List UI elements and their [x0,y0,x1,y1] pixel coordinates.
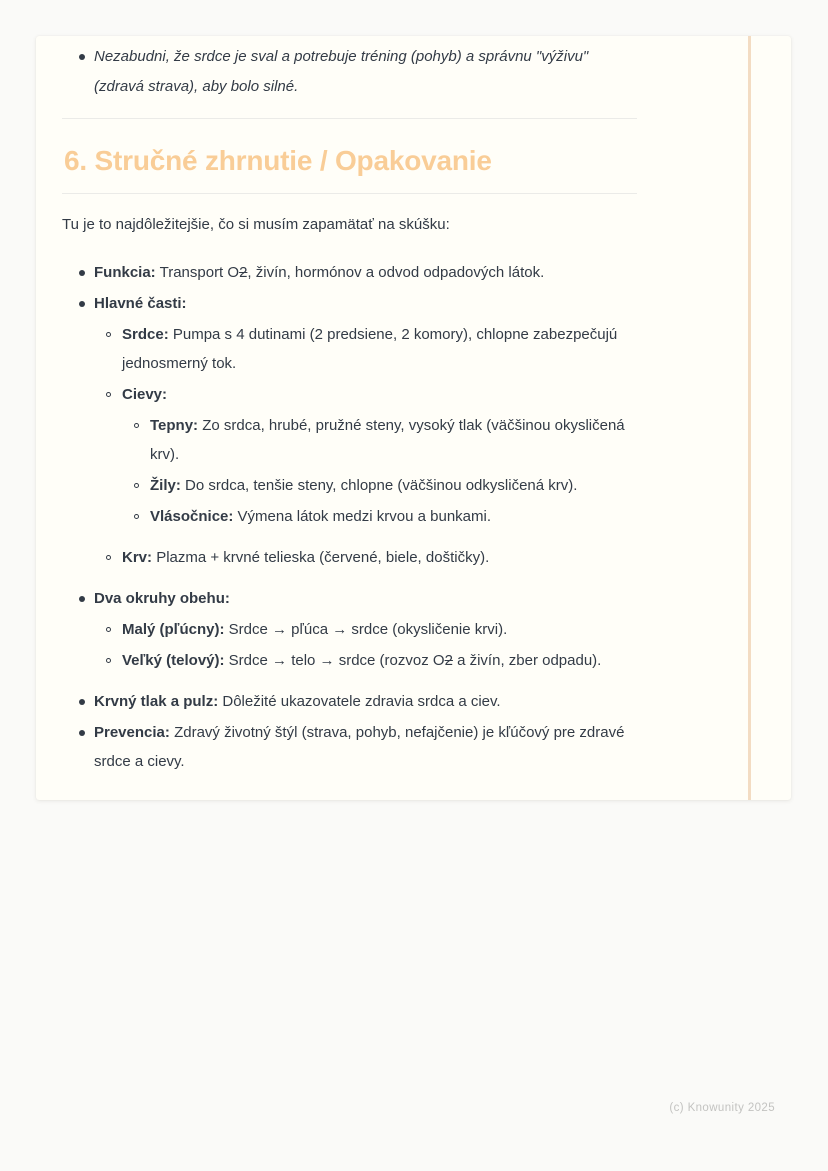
list-item [62,42,637,102]
list-item [62,258,637,287]
bullet-disc-icon [79,596,85,602]
bullet-disc-icon [79,301,85,307]
list-item [62,615,637,644]
list-item [62,646,637,675]
bullet-circle-icon [134,483,139,488]
bullet-circle-icon [106,555,111,560]
list-item [62,584,637,613]
bullet-circle-icon [134,423,139,428]
list-item [62,380,637,409]
list-item-text: Krvný tlak a pulz: Dôležité ukazovatele zdravia srdca a ciev. [94,693,501,710]
list-item [62,502,637,531]
bullet-circle-icon [106,658,111,663]
lead-paragraph: Tu je to najdôležitejšie, čo si musím zapamätať na skúšku: [62,216,450,233]
list-item-text: Cievy: [122,386,168,403]
bullet-disc-icon [79,730,85,736]
divider [62,118,637,119]
bullet-disc-icon [79,270,85,276]
list-item-text: Prevencia: Zdravý životný štýl (strava, pohyb, nefajčenie) je kľúčový pre zdravé srdce a cievy. [94,724,625,770]
list-item-text: Tepny: Zo srdca, hrubé, pružné steny, vysoký tlak (väčšinou okysličená krv). [150,417,625,463]
list-item-text: Veľký (telový): Srdce → telo → srdce (rozvoz O2 a živín, zber odpadu). [122,652,602,669]
list-item [62,289,637,318]
list-item-text: Krv: Plazma + krvné telieska (červené, biele, doštičky). [122,549,490,566]
intro-note-text: Nezabudni, že srdce je sval a potrebuje tréning (pohyb) a správnu "výživu" (zdravá strava), aby bolo silné. [94,48,589,95]
list-item-text: Malý (pľúcny): Srdce → pľúca → srdce (okysličenie krvi). [122,621,508,638]
summary-list [62,258,637,776]
list-item [62,718,637,776]
bullet-circle-icon [106,392,111,397]
page-accent-line [748,36,751,800]
document-content [62,42,637,778]
list-item [62,687,637,716]
list-item-text: Funkcia: Transport O2, živín, hormónov a odvod odpadových látok. [94,264,545,281]
divider [62,193,637,194]
document-page [36,36,791,800]
list-item [62,543,637,572]
bullet-disc-icon [79,699,85,705]
list-item-text: Hlavné časti: [94,295,187,312]
bullet-circle-icon [106,332,111,337]
intro-list [62,42,637,102]
footer-credit: (c) Knowunity 2025 [669,1102,775,1114]
list-item-text: Srdce: Pumpa s 4 dutinami (2 predsiene, 2 komory), chlopne zabezpečujú jednosmerný tok. [122,326,618,372]
section-heading: 6. Stručné zhrnutie / Opakovanie [64,145,492,176]
list-item [62,471,637,500]
list-item [62,320,637,378]
list-item [62,411,637,469]
bullet-disc-icon [79,54,85,60]
bullet-circle-icon [106,627,111,632]
list-item-text: Vlásočnice: Výmena látok medzi krvou a bunkami. [150,508,491,525]
bullet-circle-icon [134,514,139,519]
list-item-text: Žily: Do srdca, tenšie steny, chlopne (väčšinou odkysličená krv). [150,477,578,494]
list-item-text: Dva okruhy obehu: [94,590,230,607]
